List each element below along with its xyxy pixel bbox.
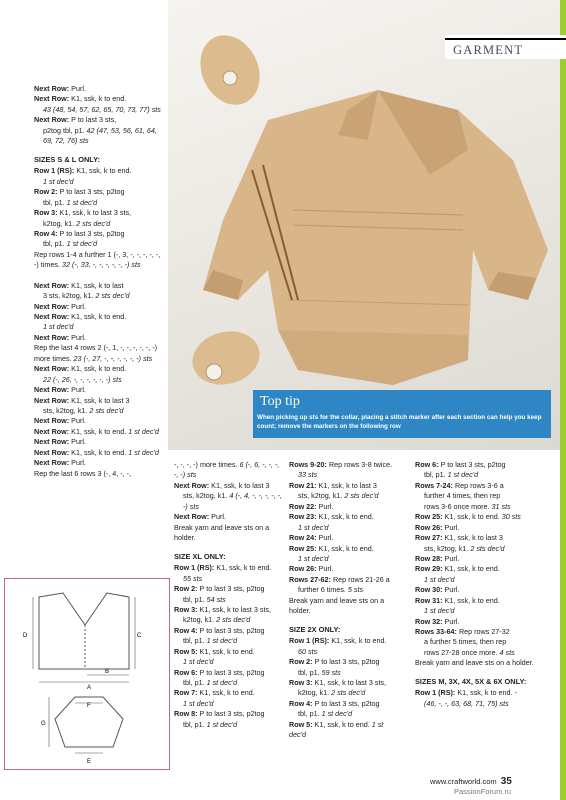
stitch-count: 1 st dec'd: [298, 553, 329, 563]
instruction-line: Next Row: K1, ssk, k to end.: [34, 364, 127, 374]
instruction-line: Row 24: Purl.: [289, 533, 334, 543]
instruction-line: Rows 9-20: Rep rows 3-8 twice.: [289, 460, 393, 469]
instruction-line: Next Row: K1, ssk, k to end. 1 st dec'd: [34, 447, 159, 457]
stitch-count: 1 st dec'd: [43, 322, 74, 332]
stitch-count: 1 st dec'd: [183, 698, 214, 708]
instruction-line: 3 sts, k2tog, k1. 2 sts dec'd: [43, 291, 130, 301]
instruction-line: Row 4: P to last 3 sts, p2tog: [174, 625, 265, 635]
instruction-line: k2tog, k1. 2 sts dec'd: [183, 615, 251, 625]
schematic-label-e: E: [87, 759, 92, 765]
instruction-line: Row 5: K1, ssk, k to end.: [174, 646, 255, 656]
stitch-count: 1 st dec'd: [43, 176, 74, 186]
stitch-count: 1 st dec'd: [183, 657, 214, 667]
instruction-line: Row 29: K1, ssk, k to end.: [415, 564, 500, 574]
instruction-line: k2tog, k1. 2 sts dec'd: [298, 688, 366, 698]
instruction-line: Row 4: P to last 3 sts, p2tog: [289, 698, 380, 708]
instruction-line: Rows 27-62: Rep rows 21-26 a: [289, 574, 390, 584]
instruction-line: Row 4: P to last 3 sts, p2tog: [34, 228, 125, 238]
section-heading: SIZES S & L ONLY:: [34, 154, 100, 164]
schematic-drawing: [5, 579, 169, 769]
schematic-label-b: B: [105, 669, 110, 675]
instruction-line: Row 30: Purl.: [415, 585, 460, 595]
watermark: PassionForum.ru: [454, 787, 512, 796]
garment-photo: [168, 0, 560, 450]
column-3: [289, 460, 401, 741]
instruction-line: Row 25: K1, ssk, k to end.: [289, 543, 374, 553]
instruction-line: Rep the last 4 rows 2 (-, 1, -, -, -, -, -, -) more times. 23 (-, 27, -, -, -, -, -, -) sts: [34, 343, 158, 363]
stitch-count: 33 sts: [298, 470, 318, 480]
instruction-line: Next Row: K1, ssk, k to last 3: [34, 395, 130, 405]
garment-schematic: [4, 578, 170, 770]
instruction-line: Next Row: Purl.: [34, 301, 86, 311]
instruction-line: Rows 33-64: Rep rows 27-32: [415, 627, 510, 636]
instruction-line: rows 3-6 once more. 31 sts: [424, 501, 511, 511]
instruction-line: Row 1 (RS): K1, ssk, k to end. -: [415, 688, 517, 698]
column-4: [415, 460, 555, 709]
instruction-line: Row 31: K1, ssk, k to end.: [415, 595, 500, 605]
instruction-line: Next Row: K1, ssk, k to last: [34, 280, 124, 290]
top-tip-text: When picking up sts for the collar, placing a stitch marker after each section can help you keep count; remove the markers on the following row: [257, 414, 542, 430]
instruction-line: Rows 7-24: Rep rows 3-6 a: [415, 480, 504, 490]
instruction-line: Row 7: K1, ssk, k to end.: [174, 688, 255, 698]
instruction-line: Row 1 (RS): K1, ssk, k to end.: [174, 563, 272, 573]
instruction-line: Row 32: Purl.: [415, 616, 460, 626]
instruction-line: Row 1 (RS): K1, ssk, k to end.: [34, 166, 132, 176]
instruction-line: Next Row: K1, ssk, k to last 3: [174, 480, 270, 490]
instruction-line: Row 22: Purl.: [289, 501, 334, 511]
stitch-count: 1 st dec'd: [424, 574, 455, 584]
instruction-line: Row 6: P to last 3 sts, p2tog: [415, 460, 506, 469]
instruction-line: Next Row: Purl.: [174, 512, 226, 522]
stitch-count: 22 (-, 26, -, -, -, -, -, -) sts: [43, 374, 122, 384]
instruction-line: Row 3: K1, ssk, k to last 3 sts,: [34, 208, 132, 218]
column-2: [174, 460, 284, 730]
instruction-line: tbl, p1. 54 sts: [183, 594, 226, 604]
instruction-line: sts, k2tog, k1. 2 sts dec'd: [43, 405, 124, 415]
instruction-line: Row 25: K1, ssk, k to end. 30 sts: [415, 512, 521, 522]
stitch-count: 60 sts: [298, 646, 318, 656]
instruction-line: Break yarn and leave sts on a holder.: [174, 522, 270, 543]
instruction-line: Row 21: K1, ssk, k to last 3: [289, 480, 377, 490]
instruction-line: sts, k2tog, k1. 2 sts dec'd: [424, 543, 505, 553]
instruction-line: -, -, -, -) more times. 6 (-, 6, -, -, -, -, -) sts: [174, 460, 280, 480]
instruction-line: p2tog tbl, p1. 42 (47, 53, 56, 61, 64, 69, 72, 76) sts: [43, 125, 157, 146]
instruction-line: tbl, p1. 1 st dec'd: [183, 636, 238, 646]
schematic-label-d: D: [23, 633, 28, 639]
instruction-line: further 4 times, then rep: [424, 491, 501, 501]
instruction-line: sts, k2tog, k1. 2 sts dec'd: [298, 491, 379, 501]
schematic-label-f: F: [87, 703, 91, 709]
footer-url[interactable]: www.craftworld.com: [430, 777, 497, 786]
instruction-line: Row 28: Purl.: [415, 553, 460, 563]
section-label: GARMENT: [453, 43, 524, 57]
cardigan-illustration: [168, 0, 560, 450]
instruction-line: a further 5 times, then rep: [424, 637, 507, 647]
header-rule: [445, 38, 566, 40]
schematic-label-c: C: [137, 633, 142, 639]
instruction-line: Next Row: Purl.: [34, 416, 86, 426]
instruction-line: tbl, p1. 59 sts: [298, 667, 341, 677]
schematic-label-g: G: [41, 721, 46, 727]
instruction-line: Row 3: K1, ssk, k to last 3 sts,: [289, 678, 387, 688]
stitch-count: 1 st dec'd: [298, 522, 329, 532]
instruction-line: Next Row: Purl.: [34, 437, 86, 447]
instruction-line: Rep the last 6 rows 3 (-, 4, -, -,: [34, 468, 132, 478]
instruction-line: Row 26: Purl.: [415, 522, 460, 532]
instruction-line: Next Row: Purl.: [34, 332, 86, 342]
instruction-line: Row 23: K1, ssk, k to end.: [289, 512, 374, 522]
instruction-line: Row 27: K1, ssk, k to last 3: [415, 533, 503, 543]
page-number: 35: [500, 776, 512, 787]
top-tip-title: Top tip: [260, 394, 300, 409]
instruction-line: Row 2: P to last 3 sts, p2tog: [34, 187, 125, 197]
instruction-line: Next Row: Purl.: [34, 458, 86, 468]
instruction-line: Next Row: Purl.: [34, 385, 86, 395]
instruction-line: Next Row: Purl.: [34, 84, 86, 93]
instruction-line: tbl, p1. 1 st dec'd: [43, 197, 98, 207]
instruction-line: Next Row: K1, ssk, k to end. 1 st dec'd: [34, 426, 159, 436]
instruction-line: tbl, p1. 1 st dec'd: [183, 719, 238, 729]
section-heading: SIZE XL ONLY:: [174, 551, 226, 561]
instruction-line: Row 5: K1, ssk, k to end. 1 st dec'd: [289, 719, 384, 740]
instruction-line: Next Row: K1, ssk, k to end.: [34, 312, 127, 322]
instruction-line: Rep rows 1-4 a further 1 (-, 3, -, -, -, -, -, -) times. 32 (-, 33, -, -, -, -, -, -) sts: [34, 249, 161, 270]
instruction-line: tbl, p1. 1 st dec'd: [298, 709, 353, 719]
instruction-line: Row 26: Purl.: [289, 564, 334, 574]
instruction-line: further 6 times. 5 sts: [298, 585, 364, 595]
instruction-line: Row 3: K1, ssk, k to last 3 sts,: [174, 604, 272, 614]
stitch-count: 1 st dec'd: [424, 606, 455, 616]
instruction-line: Row 2: P to last 3 sts, p2tog: [174, 584, 265, 594]
section-header: [445, 35, 566, 59]
stitch-count: 55 sts: [183, 573, 203, 583]
instruction-line: Next Row: P to last 3 sts,: [34, 115, 117, 125]
accent-bar: [560, 0, 566, 800]
instruction-line: Row 2: P to last 3 sts, p2tog: [289, 657, 380, 667]
instruction-line: rows 27-28 once more. 4 sts: [424, 647, 515, 657]
instruction-line: tbl, p1. 1 st dec'd: [183, 678, 238, 688]
instruction-line: sts, k2tog, k1. 4 (-, 4, -, -, -, -, -, -) sts: [183, 491, 283, 511]
instruction-line: Break yarn and leave sts on a holder.: [415, 658, 534, 668]
stitch-count: (46, -, -, 63, 68, 71, 75) sts: [424, 698, 509, 708]
instruction-line: Row 8: P to last 3 sts, p2tog: [174, 709, 265, 719]
instruction-line: Break yarn and leave sts on a holder.: [289, 595, 385, 616]
instruction-line: Row 6: P to last 3 sts, p2tog: [174, 667, 265, 677]
stitch-count: 43 (48, 54, 57, 62, 65, 70, 73, 77) sts: [43, 104, 161, 114]
section-heading: SIZES M, 3X, 4X, 5X & 6X ONLY:: [415, 676, 527, 686]
instruction-line: tbl, p1. 1 st dec'd: [424, 470, 479, 480]
column-1: [34, 84, 166, 479]
top-tip-box: [253, 390, 551, 438]
schematic-label-a: A: [87, 685, 92, 691]
instruction-line: tbl, p1. 1 st dec'd: [43, 239, 98, 249]
instruction-line: k2tog, k1. 2 sts dec'd: [43, 218, 111, 228]
section-heading: SIZE 2X ONLY:: [289, 624, 341, 634]
instruction-line: Next Row: K1, ssk, k to end.: [34, 94, 127, 104]
instruction-line: Row 1 (RS): K1, ssk, k to end.: [289, 636, 387, 646]
